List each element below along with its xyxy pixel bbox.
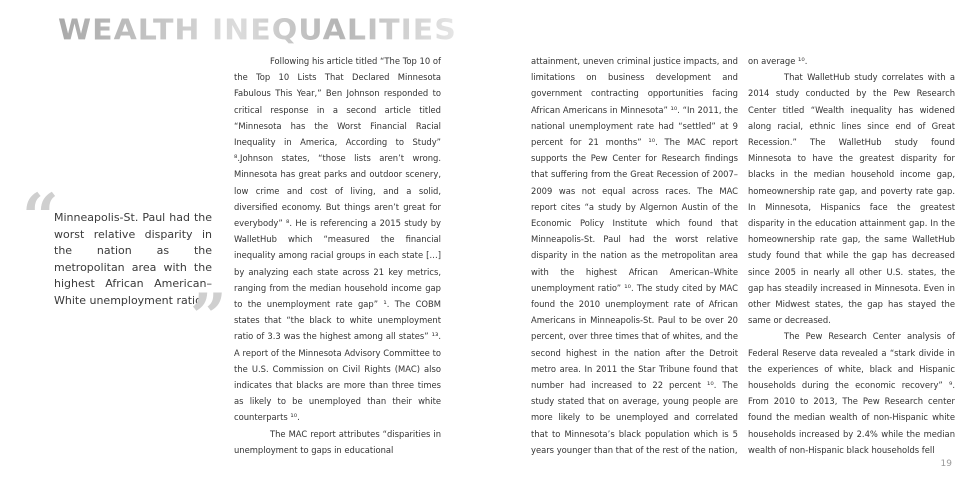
paragraph: That WalletHub study correlates with a 2014 study conducted by the Pew Research Center titled “Wealth inequality has widened along racial, ethnic lines since end of Great Recession.” The WalletHub study found Minnesota to have the greatest disparity for blacks in the median household income gap, homeownership rate gap, and poverty rate gap. In Minnesota, Hispanics face the greatest disparity in the education attainment gap. In the homeownership rate gap, the same WalletHub study found that while the gap has decreased since 2005 in nearly all other U.S. states, the gap has steadily increased in Minnesota. Even in other Midwest states, the gap has stayed the same or decreased.: [748, 72, 955, 326]
pull-quote: [22, 180, 227, 355]
page-title: WEALTH INEQUALITIES: [58, 13, 457, 48]
close-quote-icon: ”: [190, 280, 227, 355]
paragraph: Following his article titled “The Top 10 of the Top 10 Lists That Declared Minnesota Fabulous This Year,” Ben Johnson responded to critical response in a second article titled “Minnesota has the Worst Financial Racial Inequality in America, According to Study” ⁸.Johnson states, “those lists aren’t wrong. Minnesota has great parks and outdoor scenery, low crime and cost of living, and a solid, diversified economy. But things aren’t great for everybody” ⁸. He is referencing a 2015 study by WalletHub which “measured the financial inequality among racial groups in each state […] by analyzing each state across 21 key metrics, ranging from the median household income gap to the unemployment rate gap” ¹. The COBM states that “the black to white unemployment ratio of 3.3 was the highest among all states” ¹³. A report of the Minnesota Advisory Committee to the U.S. Commission on Civil Rights (MAC) also indicates that blacks are more than three times as likely to be unemployed than their white counterparts ¹⁰.: [234, 56, 441, 423]
paragraph: The Pew Research Center analysis of Federal Reserve data revealed a “stark divide in the experiences of white, black and Hispanic households during the economic recovery” ⁹. From 2010 to 2013, The Pew Research center found the median wealth of non-Hispanic white households increased by 2.4% while the median wealth of non-Hispanic black households fell: [748, 331, 955, 455]
pull-quote-last-line: White unemployment ratio.: [54, 293, 206, 307]
text-column-3: [748, 53, 955, 458]
pull-quote-text: [54, 210, 212, 310]
page-number: 19: [940, 459, 952, 469]
paragraph: The MAC report attributes “disparities in unemployment to gaps in educational: [234, 428, 441, 455]
open-quote-icon: “: [22, 180, 59, 255]
text-column-2: [531, 53, 738, 458]
pull-quote-body: Minneapolis-St. Paul had the worst relative disparity in the nation as the metropolitan area with the highest African American–: [54, 211, 212, 291]
paragraph: attainment, uneven criminal justice impacts, and limitations on business development and government contracting opportunities facing African Americans in Minnesota” ¹⁰. “In 2011, the national unemployment rate had “settled” at 9 percent for 21 months” ¹⁰. The MAC report supports the Pew Center for Research findings that suffering from the Great Recession of 2007–2009 was not equal across races. The MAC report cites “a study by Algernon Austin of the Economic Policy Institute which found that Minneapolis-St. Paul had the worst relative disparity in the nation as the metropolitan area with the highest African American–White unemployment ratio” ¹⁰. The study cited by MAC found the 2010 unemployment rate of African Americans in Minneapolis-St. Paul to be over 20 percent, over three times that of whites, and the second highest in the nation after the Detroit metro area. In 2011 the Star Tribune found that number had increased to 22 percent ¹⁰. The study stated that on average, young people are more likely to be unemployed and correlated that to Minnesota’s black population which is 5 years younger than that of the rest of the nation,: [531, 56, 738, 455]
text-column-1: [234, 53, 441, 458]
paragraph: on average ¹⁰.: [748, 56, 808, 66]
